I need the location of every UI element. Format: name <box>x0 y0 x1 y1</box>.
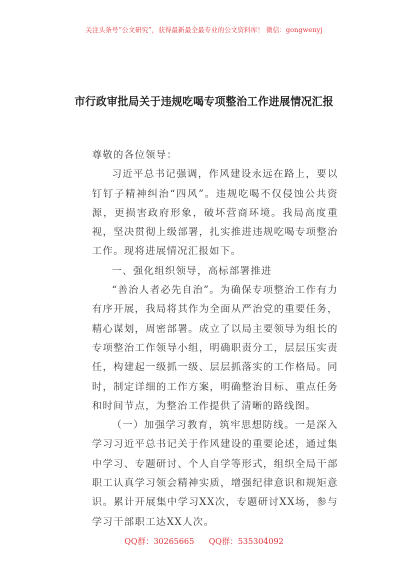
qq-group-2: QQ群：535304092 <box>208 537 284 546</box>
footer-qq-groups <box>0 536 408 547</box>
header-banner: 关注头条号“公文研究”，获得最新最全最专业的公文资料库！ 微信：gongwenyj <box>85 26 323 34</box>
paragraph-intro: 习近平总书记强调，作风建设永远在路上，要以钉钉子精神纠治“四风”。违规吃喝不仅侵蚀公共资源，更损害政府形象，破坏营商环境。我局高度重视，坚决贯彻上级部署，扎实推进违规吃喝专项整治工作。现将进展情况汇报如下。 <box>92 169 338 258</box>
document-body <box>92 146 338 532</box>
greeting: 尊敬的各位领导： <box>92 150 178 161</box>
qq-group-1: QQ群：30265665 <box>124 537 195 546</box>
section-heading: 一、强化组织领导，高标部署推进 <box>111 265 272 277</box>
paragraph-subsection-1: （一）加强学习教育，筑牢思想防线。一是深入学习习近平总书记关于作风建设的重要论述，通过集中学习、专题研讨、个人自学等形式，组织全局干部职工认真学习领会精神实质，增强纪律意识和规矩意识。累计开展集中学习XX次，专题研讨XX场，参与学习干部职工达XX人次。 <box>92 420 338 528</box>
paragraph-section-1: “善治人者必先自治”。为确保专项整治工作有力有序开展，我局将其作为全面从严治党的重要任务，精心谋划，周密部署。成立了以局主要领导为组长的专项整治工作领导小组，明确职责分工，层层压实责任，构建起一级抓一级、层层抓落实的工作格局。同时，制定详细的工作方案，明确整治目标、重点任务和时间节点，为整治工作提供了清晰的路线图。 <box>92 285 338 412</box>
document-title: 市行政审批局关于违规吃喝专项整治工作进展情况汇报 <box>74 96 334 108</box>
